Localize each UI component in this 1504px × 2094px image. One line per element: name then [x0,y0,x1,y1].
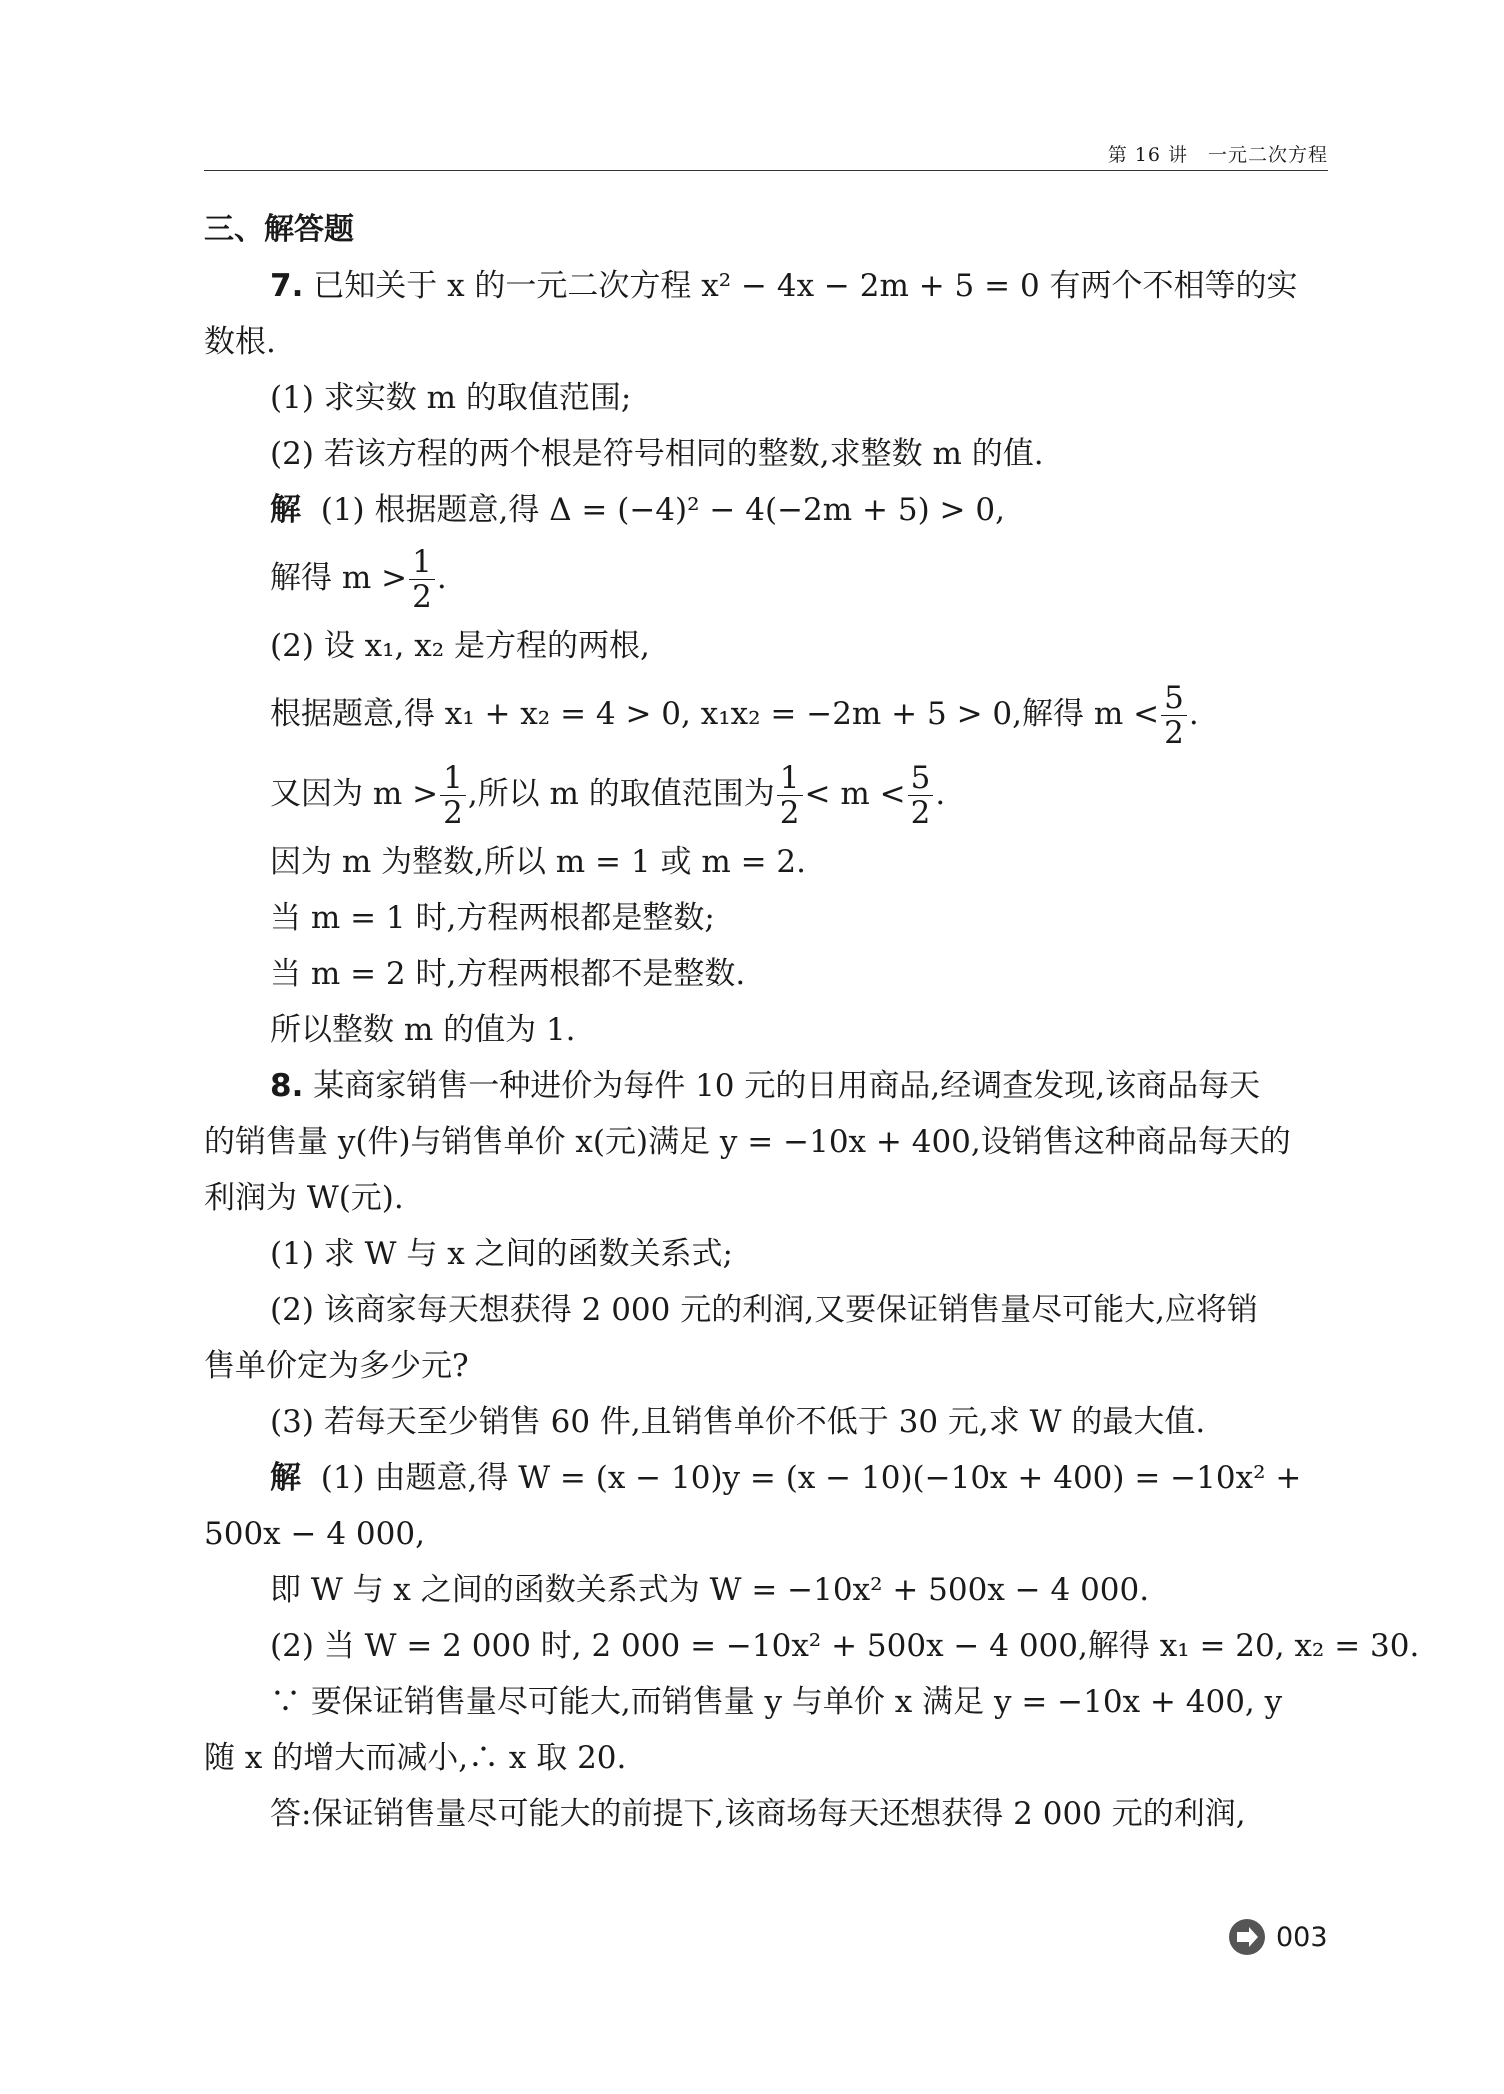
problem-7-solution-2: 解得 m > $\frac{1}{2}$ . [270,544,447,615]
arrow-circle-icon [1228,1918,1266,1956]
fraction-five-halves: $\frac{5}{2}$ [908,761,934,830]
problem-7-solution-9: 所以整数 m 的值为 1. [270,1012,576,1048]
problem-8-number: 8. [270,1068,304,1104]
fraction-five-halves: $\frac{5}{2}$ [1161,681,1187,750]
header-rule [204,170,1328,171]
problem-7-solution-3: (2) 设 x₁, x₂ 是方程的两根, [270,628,650,664]
fraction-one-half: $\frac{1}{2}$ [409,545,435,614]
page-footer [1228,1918,1328,1956]
solution-label: 解 [270,1460,301,1496]
problem-8-answer: 答:保证销售量尽可能大的前提下,该商场每天还想获得 2 000 元的利润, [270,1796,1246,1832]
problem-8-question-2-line-2: 售单价定为多少元? [204,1348,469,1384]
solution-label: 解 [270,492,301,528]
problem-7-solution-7: 当 m = 1 时,方程两根都是整数; [270,900,715,936]
problem-7-solution-5: 又因为 m > $\frac{1}{2}$ ,所以 m 的取值范围为 $\frac{1}{2}$ < m < $\frac{5}{2}$ . [270,760,946,831]
problem-7-question-2: (2) 若该方程的两个根是符号相同的整数,求整数 m 的值. [270,436,1044,472]
problem-7-solution-8: 当 m = 2 时,方程两根都不是整数. [270,956,746,992]
running-header: 第 16 讲 一元二次方程 [1107,144,1328,166]
problem-7-solution-6: 因为 m 为整数,所以 m = 1 或 m = 2. [270,844,806,880]
problem-8-solution-4: ∵ 要保证销售量尽可能大,而销售量 y 与单价 x 满足 y = −10x + 400, y [270,1684,1283,1720]
page-number: 003 [1276,1921,1328,1953]
problem-7-stem-2: 数根. [204,324,276,360]
problem-8-solution-1: 解 (1) 由题意,得 W = (x − 10)y = (x − 10)(−10x + 400) = −10x² + [270,1460,1302,1496]
problem-7-number: 7. [270,268,304,304]
problem-8-stem-3: 利润为 W(元). [204,1180,404,1216]
problem-7-stem-1: 7. 已知关于 x 的一元二次方程 x² − 4x − 2m + 5 = 0 有两个不相等的实 [270,268,1298,304]
problem-8-solution-2: 即 W 与 x 之间的函数关系式为 W = −10x² + 500x − 4 000. [270,1572,1150,1608]
problem-8-stem-1: 8. 某商家销售一种进价为每件 10 元的日用商品,经调查发现,该商品每天 [270,1068,1261,1104]
problem-8-solution-4-cont: 随 x 的增大而减小,∴ x 取 20. [204,1740,627,1776]
problem-8-question-2-line-1: (2) 该商家每天想获得 2 000 元的利润,又要保证销售量尽可能大,应将销 [270,1292,1258,1328]
page-content [204,202,1420,1842]
fraction-one-half: $\frac{1}{2}$ [777,761,803,830]
section-title: 三、解答题 [204,212,354,247]
problem-8-question-3: (3) 若每天至少销售 60 件,且销售单价不低于 30 元,求 W 的最大值. [270,1404,1206,1440]
problem-8-question-1: (1) 求 W 与 x 之间的函数关系式; [270,1236,733,1272]
problem-8-solution-1-cont: 500x − 4 000, [204,1516,425,1552]
problem-7-solution-4: 根据题意,得 x₁ + x₂ = 4 > 0, x₁x₂ = −2m + 5 > 0,解得 m < $\frac{5}{2}$ . [270,680,1199,751]
problem-7-solution-1: 解 (1) 根据题意,得 Δ = (−4)² − 4(−2m + 5) > 0, [270,492,1005,528]
problem-7-question-1: (1) 求实数 m 的取值范围; [270,380,632,416]
fraction-one-half: $\frac{1}{2}$ [440,761,466,830]
problem-8-stem-2: 的销售量 y(件)与销售单价 x(元)满足 y = −10x + 400,设销售这种商品每天的 [204,1124,1291,1160]
problem-8-solution-3: (2) 当 W = 2 000 时, 2 000 = −10x² + 500x − 4 000,解得 x₁ = 20, x₂ = 30. [270,1628,1420,1664]
